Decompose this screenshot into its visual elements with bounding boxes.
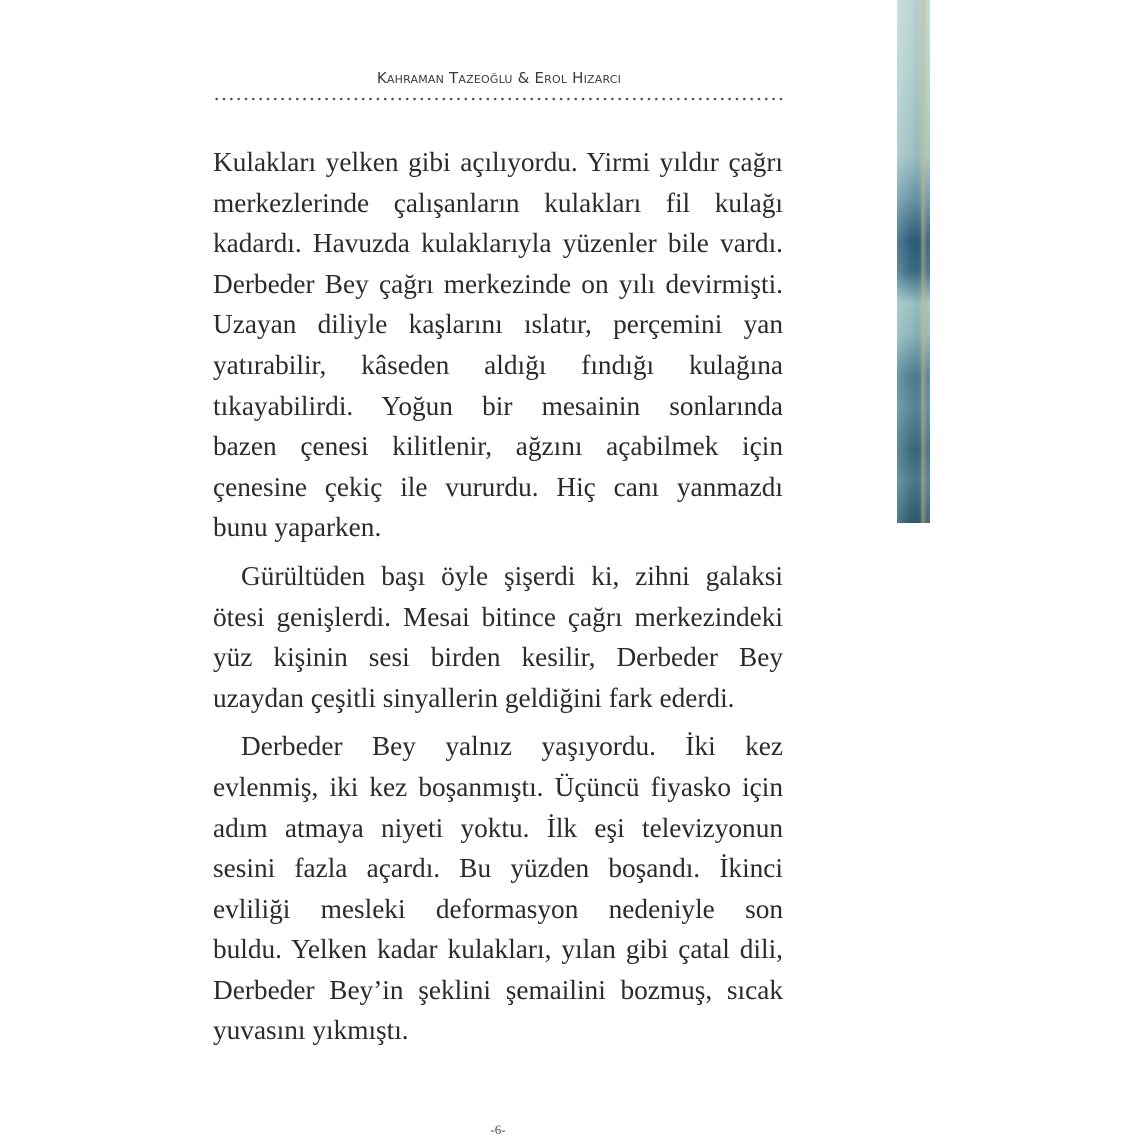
- text-line: adım atmaya niyeti yoktu. İlk eşi televizyonun: [213, 812, 783, 843]
- text-line: bunu yaparken.: [213, 512, 382, 543]
- text-line: ötesi genişlerdi. Mesai bitince çağrı merkezindeki: [213, 601, 783, 632]
- text-line: yüz kişinin sesi birden kesilir, Derbeder Bey: [213, 642, 783, 673]
- text-line: yuvasını yıkmıştı.: [213, 1015, 409, 1046]
- running-head: Kahraman Tazeoğlu & Erol Hızarcı: [376, 69, 622, 87]
- text-line: buldu. Yelken kadar kulakları, yılan gibi çatal dili,: [213, 934, 783, 965]
- text-line: kadardı. Havuzda kulaklarıyla yüzenler bile vardı.: [213, 228, 783, 259]
- text-line: tıkayabilirdi. Yoğun bir mesainin sonlarında: [213, 390, 783, 421]
- text-line: Uzayan diliyle kaşlarını ıslatır, perçemini yan: [213, 309, 783, 340]
- paragraph-2: [213, 556, 783, 718]
- text-line: merkezlerinde çalışanların kulakları fil kulağı: [213, 187, 783, 218]
- text-line: evlenmiş, iki kez boşanmıştı. Üçüncü fiyasko için: [213, 771, 783, 802]
- text-line: uzaydan çeşitli sinyallerin geldiğini fark ederdi.: [213, 682, 735, 713]
- text-line: Derbeder Bey çağrı merkezinde on yılı devirmişti.: [213, 268, 783, 299]
- dotted-divider: [213, 97, 785, 101]
- text-line: Derbeder Bey yalnız yaşıyordu. İki kez: [241, 731, 783, 762]
- paragraph-3: [213, 726, 783, 1051]
- text-line: Kulakları yelken gibi açılıyordu. Yirmi yıldır çağrı: [213, 147, 783, 177]
- text-line: yatırabilir, kâseden aldığı fındığı kulağına: [213, 349, 783, 380]
- paragraph-1: [213, 142, 783, 548]
- page-number: -6-: [490, 1122, 506, 1137]
- text-line: sesini fazla açardı. Bu yüzden boşandı. İkinci: [213, 853, 783, 884]
- text-line: çenesine çekiç ile vururdu. Hiç canı yanmazdı: [213, 471, 783, 502]
- text-line: Derbeder Bey’in şeklini şemailini bozmuş, sıcak: [213, 974, 783, 1005]
- body-text: [213, 142, 783, 1051]
- text-line: bazen çenesi kilitlenir, ağzını açabilmek için: [213, 431, 783, 462]
- text-line: evliliği mesleki deformasyon nedeniyle son: [213, 893, 783, 924]
- text-line: Gürültüden başı öyle şişerdi ki, zihni galaksi: [241, 560, 783, 591]
- decorative-watercolor-strip: [897, 0, 930, 523]
